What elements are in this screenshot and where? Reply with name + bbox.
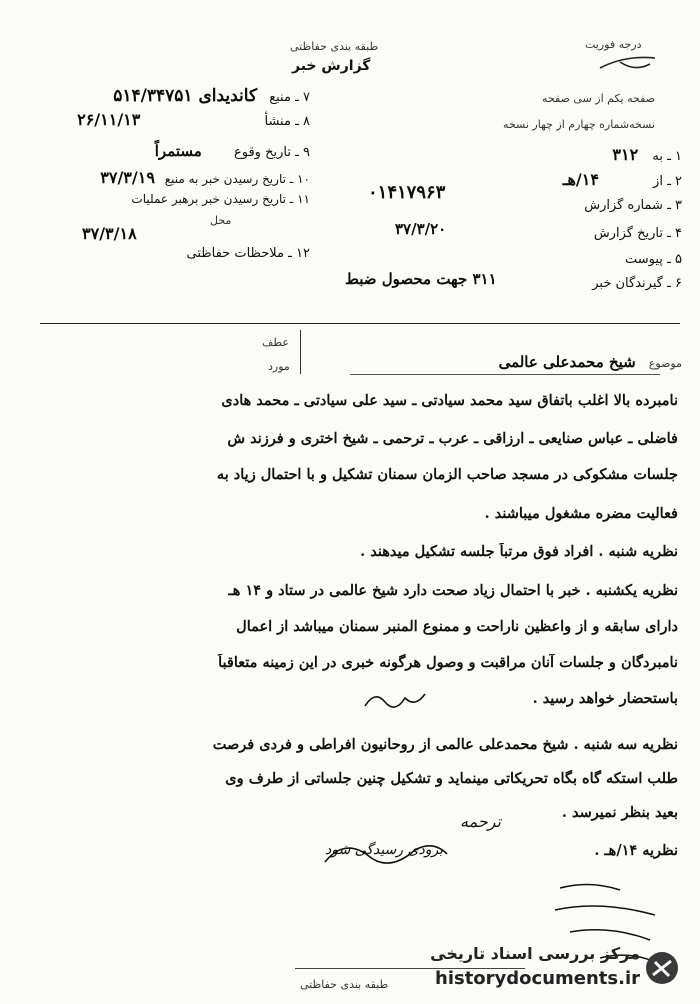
atf-label: عطف <box>262 336 289 349</box>
body-line-1: نامبرده بالا اغلب باتفاق سید محمد سیادتی ـ سید علی سیادتی ـ محمد هادی <box>221 392 678 409</box>
field-12: ۱۲ ـ ملاحظات حفاظتی <box>186 246 310 261</box>
subject-underline <box>350 374 660 375</box>
archive-logo-icon <box>644 950 680 986</box>
field-2: ۲ ـ از ۱۴/هـ <box>562 170 682 189</box>
field-5: ۵ ـ پیوست <box>625 252 682 267</box>
recipients-value: ۳۱۱ جهت محصول ضبط <box>345 270 497 288</box>
classification-label-bottom: طبقه بندی حفاظتی <box>300 978 389 991</box>
body-line-14: نظریه ۱۴/هـ . <box>594 842 678 859</box>
body-line-12: بعید بنظر نمیرسد . <box>561 804 678 821</box>
body-line-7: دارای سابقه و از واعظین ناراحت و ممنوع المنبر سمنان میباشد از اعمال <box>236 618 678 635</box>
field-10: ۱۰ ـ تاریخ رسیدن خبر به منبع ۳۷/۳/۱۹ <box>100 168 310 187</box>
body-line-11: طلب استکه گاه بگاه تحریکاتی مینماید و تشکیل چنین جلساتی از طرف وی <box>225 770 678 787</box>
body-line-10: نظریه سه شنبه . شیخ محمدعلی عالمی از روحانیون افراطی و فردی فرصت <box>212 736 678 753</box>
handwritten-note-1: ترحمه <box>460 812 501 831</box>
location-date: ۳۷/۳/۱۸ <box>82 224 137 243</box>
body-line-4: فعالیت مضره مشغول میباشند . <box>484 505 678 522</box>
copy-line: نسخه‌شماره چهارم از چهار نسخه <box>503 118 655 131</box>
body-line-6: نظریه یکشنبه . خبر با احتمال زیاد صحت دارد شیخ عالمی در ستاد و ۱۴ هـ <box>228 582 678 599</box>
classification-label-top: طبقه بندی حفاظتی <box>290 40 379 53</box>
report-date: ۳۷/۳/۲۰ <box>395 220 447 238</box>
subject-line: موضوع شیخ محمدعلی عالمی <box>498 353 682 371</box>
mored-label: مورد <box>268 360 290 373</box>
field-6: ۶ ـ گیرندگان خبر <box>592 276 682 291</box>
location-label: محل <box>210 214 232 227</box>
field-8: ۸ ـ منشأ ۲۶/۱۱/۱۳ <box>77 110 310 129</box>
body-line-2: فاضلی ـ عباس صنایعی ـ ارزاقی ـ عرب ـ ترحمی ـ شیخ اختری و فرزند ش <box>227 430 678 447</box>
signature-scribble-1 <box>360 688 430 714</box>
field-3: ۳ ـ شماره گزارش <box>584 198 682 213</box>
header-divider <box>40 323 680 324</box>
body-line-9: باستحضار خواهد رسید . <box>532 690 678 707</box>
doc-type-title: گزارش خبر <box>292 58 371 74</box>
report-number: ۰۱۴۱۷۹۶۳ <box>368 182 446 203</box>
watermark-en: historydocuments.ir <box>435 968 640 989</box>
priority-mark <box>595 50 665 75</box>
signature-scribble-2 <box>315 832 455 877</box>
field-11: ۱۱ ـ تاریخ رسیدن خبر برهبر عملیات <box>131 192 310 206</box>
watermark-fa: مرکز بررسی اسناد تاریخی <box>430 944 640 963</box>
ref-separator <box>300 330 301 374</box>
field-1: ۱ ـ به ۳۱۲ <box>612 145 682 164</box>
body-line-8: نامبردگان و جلسات آنان مراقبت و وصول هرگونه خبری در این زمینه متعاقباً <box>218 654 678 671</box>
body-line-3: جلسات مشکوکی در مسجد صاحب الزمان سمنان تشکیل و با احتمال زیاد به <box>216 466 678 483</box>
field-4: ۴ ـ تاریخ گزارش <box>593 226 682 241</box>
field-7: ۷ ـ منبع کاندیدای ۵۱۴/۳۴۷۵۱ <box>113 86 310 106</box>
field-9: ۹ ـ تاریخ وقوع مستمراً <box>154 142 310 160</box>
priority-label: درجه فوریت <box>585 38 642 51</box>
page-line: صفحه یکم از سی صفحه <box>541 92 655 105</box>
handwritten-note-2: بزودی رسیدگی شود <box>325 842 444 858</box>
body-line-5: نظریه شنبه . افراد فوق مرتباً جلسه تشکیل میدهند . <box>360 543 678 560</box>
watermark <box>410 944 680 998</box>
